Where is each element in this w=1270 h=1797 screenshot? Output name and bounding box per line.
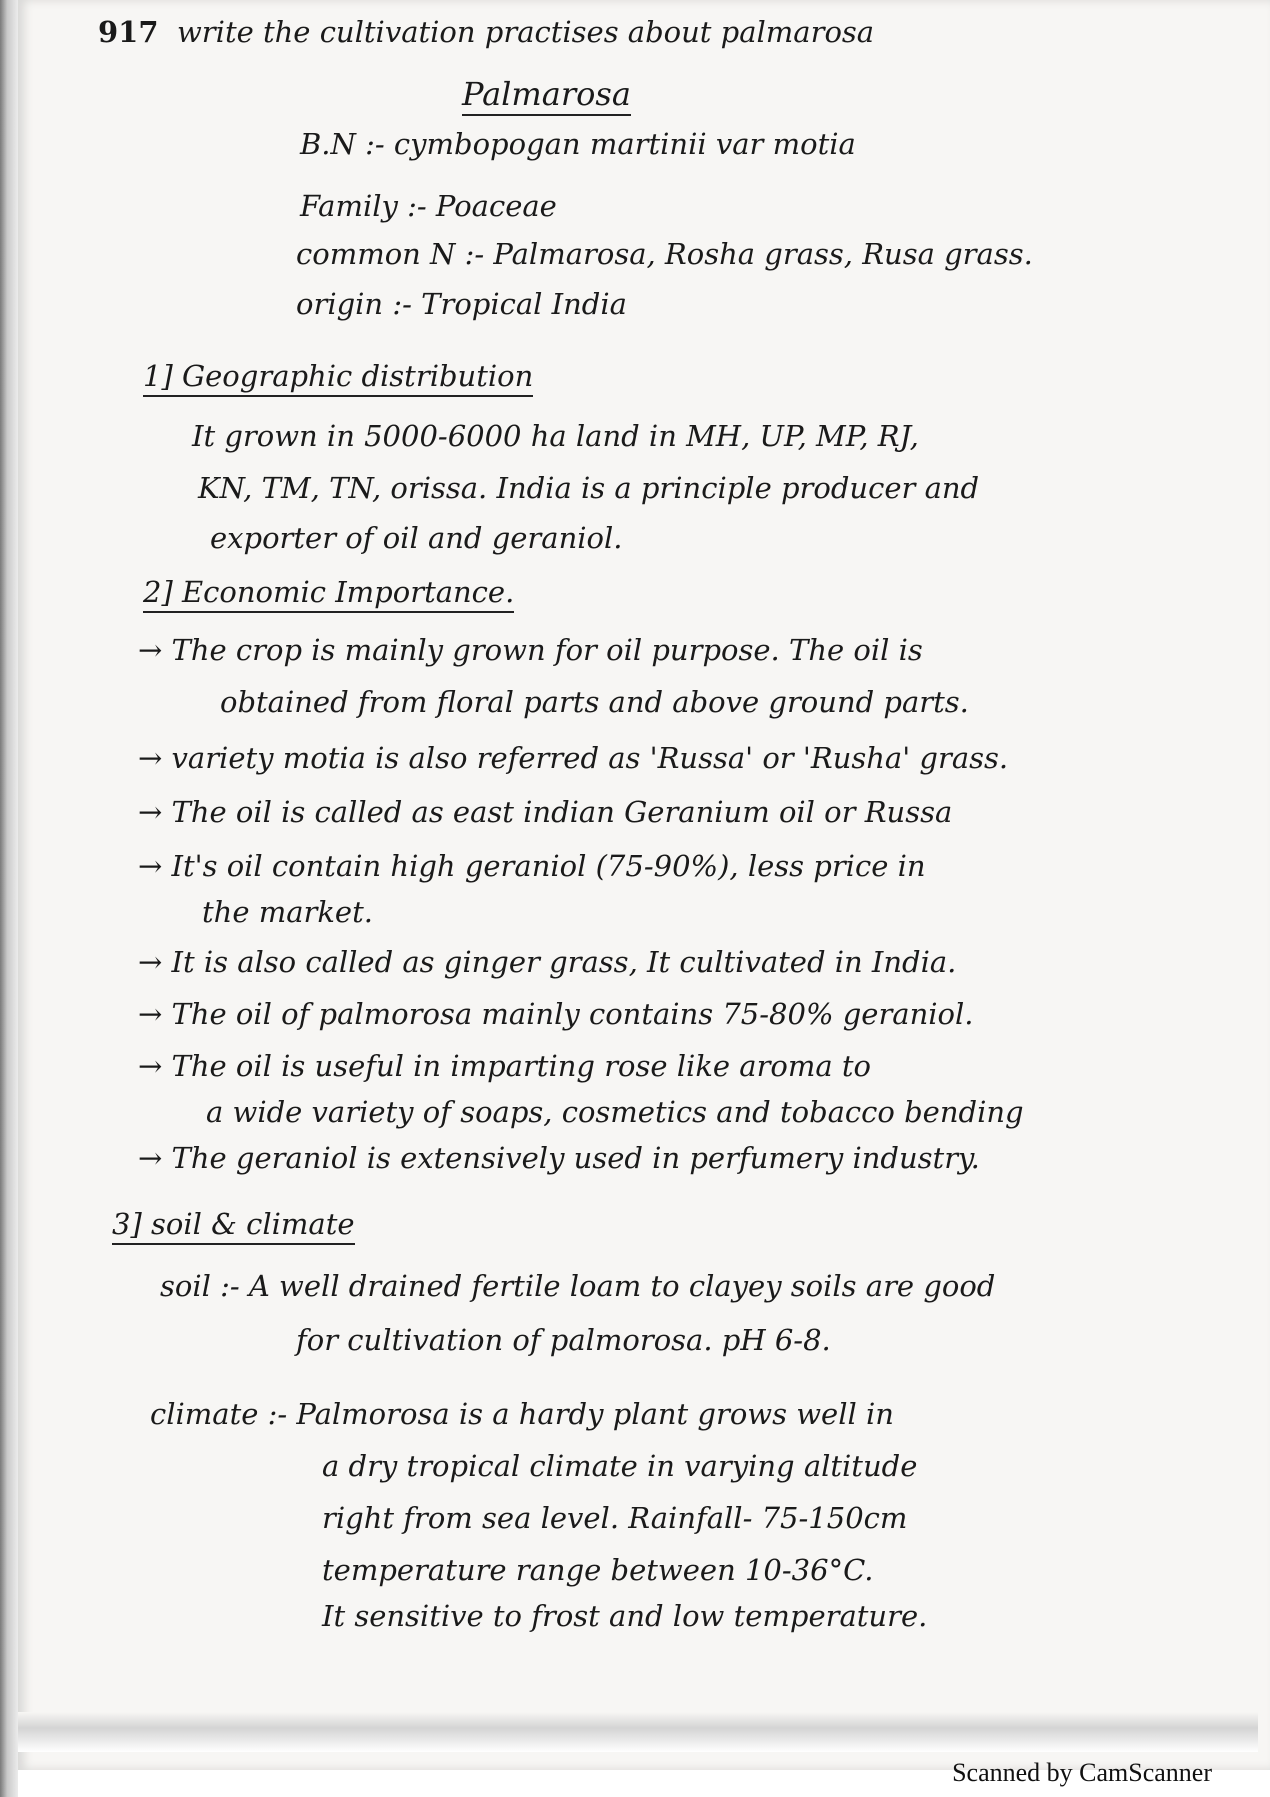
family: Family :- Poaceae	[300, 189, 557, 223]
climate-line: right from sea level. Rainfall- 75-150cm	[322, 1501, 908, 1535]
climate-line: climate :- Palmorosa is a hardy plant grows well in	[150, 1397, 894, 1431]
sec2-line: → The oil is useful in imparting rose like aroma to	[138, 1049, 872, 1083]
sec2-line: → The crop is mainly grown for oil purpose. The oil is	[138, 633, 923, 667]
section-3-heading: 3] soil & climate	[112, 1210, 355, 1245]
scan-binding-shadow	[0, 0, 18, 1797]
question-number: 917	[98, 15, 159, 49]
section-1-heading: 1] Geographic distribution	[143, 362, 533, 397]
sec2-line: → The geraniol is extensively used in perfumery industry.	[138, 1141, 980, 1175]
sec2-line: → The oil of palmorosa mainly contains 75-80% geraniol.	[138, 997, 974, 1031]
page-bottom-edge	[18, 1712, 1258, 1752]
sec2-line: a wide variety of soaps, cosmetics and tobacco bending	[206, 1095, 1024, 1129]
question-line	[98, 15, 875, 49]
question-text: write the cultivation practises about palmarosa	[176, 15, 875, 49]
sec2-line: → It's oil contain high geraniol (75-90%), less price in	[138, 849, 926, 883]
origin: origin :- Tropical India	[296, 287, 627, 321]
common-names: common N :- Palmarosa, Rosha grass, Rusa grass.	[296, 237, 1033, 271]
sec2-line: the market.	[202, 895, 373, 929]
section-2-heading: 2] Economic Importance.	[143, 578, 514, 613]
sec2-line: → variety motia is also referred as 'Russa' or 'Rusha' grass.	[138, 741, 1009, 775]
soil-line: for cultivation of palmorosa. pH 6-8.	[296, 1323, 831, 1357]
sec2-line: → The oil is called as east indian Geranium oil or Russa	[138, 795, 953, 829]
sec2-line: obtained from floral parts and above ground parts.	[220, 685, 969, 719]
soil-line: soil :- A well drained fertile loam to clayey soils are good	[160, 1269, 996, 1303]
sec1-line: It grown in 5000-6000 ha land in MH, UP, MP, RJ,	[192, 419, 919, 453]
sec1-line: exporter of oil and geraniol.	[210, 521, 623, 555]
sec1-line: KN, TM, TN, orissa. India is a principle producer and	[198, 471, 980, 505]
botanical-name: B.N :- cymbopogan martinii var motia	[300, 127, 856, 161]
climate-line: a dry tropical climate in varying altitude	[322, 1449, 918, 1483]
climate-line: temperature range between 10-36°C.	[322, 1553, 874, 1587]
sec2-line: → It is also called as ginger grass, It cultivated in India.	[138, 945, 957, 979]
page-title: Palmarosa	[462, 78, 631, 116]
climate-line: It sensitive to frost and low temperature.	[322, 1599, 928, 1633]
scanner-watermark: Scanned by CamScanner	[952, 1758, 1212, 1787]
